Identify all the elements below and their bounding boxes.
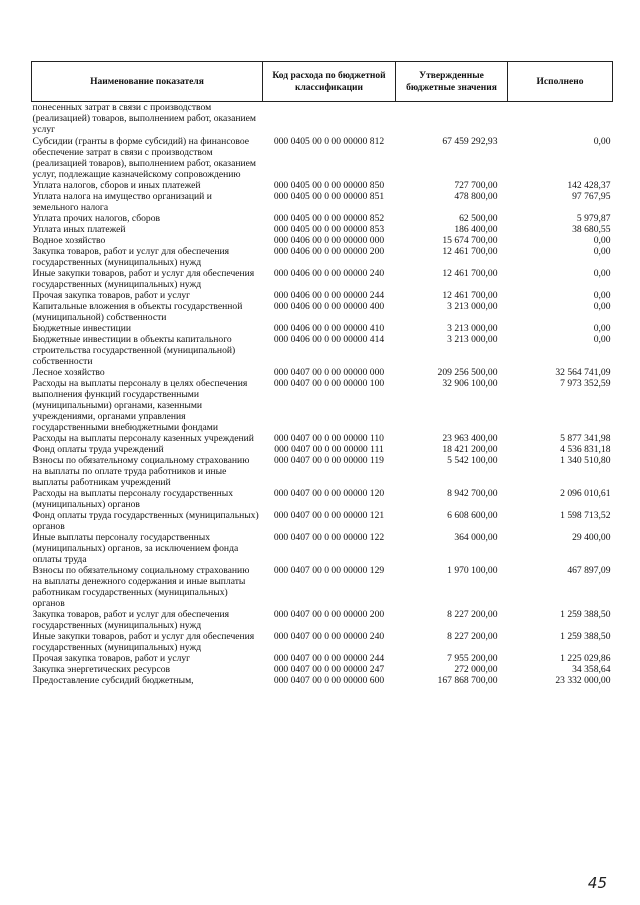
table-row — [32, 378, 613, 433]
row-approved-cell: 12 461 700,00 — [442, 268, 498, 279]
row-name-cell: Бюджетные инвестиции — [32, 323, 131, 334]
table-row — [32, 510, 613, 532]
row-executed-cell: 5 877 341,98 — [560, 433, 611, 444]
table-row — [32, 664, 613, 675]
row-approved-cell: 23 963 400,00 — [442, 433, 498, 444]
row-name-cell: Предоставление субсидий бюджетным, — [32, 675, 194, 686]
row-code-cell: 000 0406 00 0 00 00000 400 — [273, 301, 385, 312]
table-row — [32, 444, 613, 455]
row-approved-cell: 209 256 500,00 — [437, 367, 498, 378]
row-code-cell: 000 0407 00 0 00 00000 244 — [273, 653, 385, 664]
row-executed-cell: 0,00 — [593, 246, 611, 257]
row-name-cell: Уплата иных платежей — [32, 224, 126, 235]
row-code-cell: 000 0407 00 0 00 00000 122 — [273, 532, 385, 543]
row-code-cell: 000 0406 00 0 00 00000 410 — [273, 323, 385, 334]
row-name-cell: Взносы по обязательному социальному страхованию на выплаты по оплате труда работников и иные выплаты работникам учреждений — [32, 455, 250, 488]
row-code-cell: 000 0405 00 0 00 00000 812 — [273, 136, 385, 147]
row-name-cell: Бюджетные инвестиции в объекты капитального строительства государственной (муниципальной) собственности — [32, 334, 236, 367]
row-code-cell: 000 0405 00 0 00 00000 850 — [273, 180, 385, 191]
row-name-cell: Фонд оплаты труда государственных (муниципальных) органов — [32, 510, 259, 532]
row-approved-cell: 272 000,00 — [454, 664, 498, 675]
row-code-cell: 000 0407 00 0 00 00000 247 — [273, 664, 385, 675]
table-row — [32, 135, 613, 180]
table-row — [32, 301, 613, 323]
row-approved-cell — [396, 102, 508, 136]
table-row — [32, 290, 613, 301]
row-executed-cell: 97 767,95 — [572, 191, 611, 202]
budget-execution-table — [31, 61, 613, 686]
table-row — [32, 213, 613, 224]
table-row — [32, 609, 613, 631]
column-header-approved: Утвержденные бюджетные значения — [396, 62, 508, 102]
row-approved-cell: 8 227 200,00 — [447, 631, 498, 642]
row-code-cell: 000 0407 00 0 00 00000 000 — [273, 367, 385, 378]
row-approved-cell: 12 461 700,00 — [442, 290, 498, 301]
row-executed-cell: 0,00 — [593, 301, 611, 312]
row-code-cell: 000 0407 00 0 00 00000 240 — [273, 631, 385, 642]
row-code-cell: 000 0407 00 0 00 00000 111 — [274, 444, 384, 455]
table-row — [32, 565, 613, 609]
row-approved-cell: 15 674 700,00 — [442, 235, 498, 246]
row-code-cell: 000 0407 00 0 00 00000 110 — [274, 433, 384, 444]
row-executed-cell: 142 428,37 — [567, 180, 611, 191]
table-row — [32, 191, 613, 213]
row-name-cell: Расходы на выплаты персоналу казенных учреждений — [32, 433, 254, 444]
row-approved-cell: 478 800,00 — [454, 191, 498, 202]
row-code-cell — [263, 102, 396, 136]
column-header-name: Наименование показателя — [32, 62, 263, 102]
row-name-cell: Уплата налога на имущество организаций и земельного налога — [32, 191, 212, 213]
row-executed-cell: 32 564 741,09 — [555, 367, 611, 378]
row-name-cell: Взносы по обязательному социальному страхованию на выплаты денежного содержания и иные выплаты работникам государственных (муниципальных) органов — [32, 565, 250, 609]
row-executed-cell: 0,00 — [593, 323, 611, 334]
row-code-cell: 000 0407 00 0 00 00000 129 — [273, 565, 385, 576]
row-name-cell: Субсидии (гранты в форме субсидий) на финансовое обеспечение затрат в связи с производством (реализацией товаров), выполнением работ, оказанием услуг, подлежащие казначейскому сопровождению — [32, 136, 256, 180]
table-body — [32, 102, 613, 687]
row-approved-cell: 167 868 700,00 — [437, 675, 498, 686]
table-row — [32, 235, 613, 246]
table-row — [32, 631, 613, 653]
row-code-cell: 000 0405 00 0 00 00000 853 — [273, 224, 385, 235]
row-code-cell: 000 0407 00 0 00 00000 121 — [273, 510, 385, 521]
row-code-cell: 000 0405 00 0 00 00000 851 — [273, 191, 385, 202]
row-approved-cell: 5 542 100,00 — [447, 455, 498, 466]
table-row — [32, 268, 613, 290]
row-executed-cell: 1 340 510,80 — [560, 455, 611, 466]
table-row — [32, 653, 613, 664]
row-name-cell: Уплата налогов, сборов и иных платежей — [32, 180, 201, 191]
row-name-cell: Лесное хозяйство — [32, 367, 105, 378]
row-executed-cell: 34 358,64 — [572, 664, 611, 675]
column-header-code: Код расхода по бюджетной классификации — [263, 62, 396, 102]
row-executed-cell: 7 973 352,59 — [560, 378, 611, 389]
table-row — [32, 246, 613, 268]
row-executed-cell: 467 897,09 — [567, 565, 611, 576]
row-executed-cell: 4 536 831,18 — [560, 444, 611, 455]
row-code-cell: 000 0407 00 0 00 00000 119 — [274, 455, 384, 466]
row-name-cell: Прочая закупка товаров, работ и услуг — [32, 653, 191, 664]
row-executed-cell: 1 225 029,86 — [560, 653, 611, 664]
row-code-cell: 000 0407 00 0 00 00000 600 — [273, 675, 385, 686]
row-code-cell: 000 0406 00 0 00 00000 414 — [273, 334, 385, 345]
row-approved-cell: 8 227 200,00 — [447, 609, 498, 620]
row-executed-cell: 0,00 — [593, 235, 611, 246]
row-approved-cell: 62 500,00 — [459, 213, 498, 224]
row-code-cell: 000 0407 00 0 00 00000 120 — [273, 488, 385, 499]
row-executed-cell: 0,00 — [593, 334, 611, 345]
row-approved-cell: 18 421 200,00 — [442, 444, 498, 455]
row-name-cell: Прочая закупка товаров, работ и услуг — [32, 290, 191, 301]
budget-report-sheet — [31, 61, 612, 686]
row-name-cell: Закупка товаров, работ и услуг для обеспечения государственных (муниципальных) нужд — [32, 609, 230, 631]
row-approved-cell: 6 608 600,00 — [447, 510, 498, 521]
row-code-cell: 000 0406 00 0 00 00000 200 — [273, 246, 385, 257]
row-code-cell: 000 0406 00 0 00 00000 244 — [273, 290, 385, 301]
table-row — [32, 488, 613, 510]
row-executed-cell: 0,00 — [593, 136, 611, 147]
table-header — [32, 62, 613, 102]
row-name-cell: Расходы на выплаты персоналу в целях обеспечения выполнения функций государственными (муниципальными) органами, казенными учреждениями, органами управления государственными внебюджетными фондами — [32, 378, 248, 433]
row-name-cell: Иные выплаты персоналу государственных (муниципальных) органов, за исключением фонда оплаты труда — [32, 532, 239, 565]
row-approved-cell: 186 400,00 — [454, 224, 498, 235]
row-executed-cell: 1 259 388,50 — [560, 631, 611, 642]
row-code-cell: 000 0405 00 0 00 00000 852 — [273, 213, 385, 224]
row-executed-cell: 0,00 — [593, 268, 611, 279]
table-row — [32, 334, 613, 367]
row-executed-cell: 0,00 — [593, 290, 611, 301]
row-executed-cell: 1 259 388,50 — [560, 609, 611, 620]
row-approved-cell: 1 970 100,00 — [447, 565, 498, 576]
row-name-cell: Водное хозяйство — [32, 235, 106, 246]
row-name-cell: понесенных затрат в связи с производством (реализацией) товаров, выполнением работ, оказанием услуг — [32, 102, 256, 135]
row-approved-cell: 3 213 000,00 — [447, 323, 498, 334]
row-approved-cell: 8 942 700,00 — [447, 488, 498, 499]
row-code-cell: 000 0407 00 0 00 00000 100 — [273, 378, 385, 389]
row-code-cell: 000 0407 00 0 00 00000 200 — [273, 609, 385, 620]
row-code-cell: 000 0406 00 0 00 00000 000 — [273, 235, 385, 246]
row-executed-cell: 1 598 713,52 — [560, 510, 611, 521]
row-code-cell: 000 0406 00 0 00 00000 240 — [273, 268, 385, 279]
row-executed-cell: 2 096 010,61 — [560, 488, 611, 499]
row-approved-cell: 12 461 700,00 — [442, 246, 498, 257]
row-approved-cell: 3 213 000,00 — [447, 301, 498, 312]
table-row — [32, 433, 613, 444]
row-approved-cell: 3 213 000,00 — [447, 334, 498, 345]
table-row — [32, 367, 613, 378]
table-row — [32, 180, 613, 191]
table-row — [32, 224, 613, 235]
row-executed-cell: 5 979,87 — [576, 213, 611, 224]
row-approved-cell: 727 700,00 — [454, 180, 498, 191]
table-row — [32, 675, 613, 686]
table-row — [32, 102, 613, 136]
table-row — [32, 323, 613, 334]
row-name-cell: Иные закупки товаров, работ и услуг для обеспечения государственных (муниципальных) нужд — [32, 631, 255, 653]
row-name-cell: Расходы на выплаты персоналу государственных (муниципальных) органов — [32, 488, 234, 510]
row-name-cell: Закупка энергетических ресурсов — [32, 664, 171, 675]
table-row — [32, 532, 613, 565]
row-name-cell: Фонд оплаты труда учреждений — [32, 444, 164, 455]
row-approved-cell: 7 955 200,00 — [447, 653, 498, 664]
row-approved-cell: 32 906 100,00 — [442, 378, 498, 389]
table-row — [32, 455, 613, 488]
row-name-cell: Иные закупки товаров, работ и услуг для обеспечения государственных (муниципальных) нужд — [32, 268, 255, 290]
page-number: 45 — [587, 874, 607, 892]
row-executed-cell: 38 680,55 — [572, 224, 611, 235]
row-name-cell: Закупка товаров, работ и услуг для обеспечения государственных (муниципальных) нужд — [32, 246, 230, 268]
row-approved-cell: 67 459 292,93 — [442, 136, 498, 147]
header-row — [32, 62, 613, 102]
column-header-executed: Исполнено — [508, 62, 613, 102]
row-executed-cell: 23 332 000,00 — [555, 675, 611, 686]
row-executed-cell — [508, 102, 613, 136]
row-executed-cell: 29 400,00 — [572, 532, 611, 543]
row-name-cell: Уплата прочих налогов, сборов — [32, 213, 161, 224]
row-approved-cell: 364 000,00 — [454, 532, 498, 543]
row-name-cell: Капитальные вложения в объекты государственной (муниципальной) собственности — [32, 301, 243, 323]
